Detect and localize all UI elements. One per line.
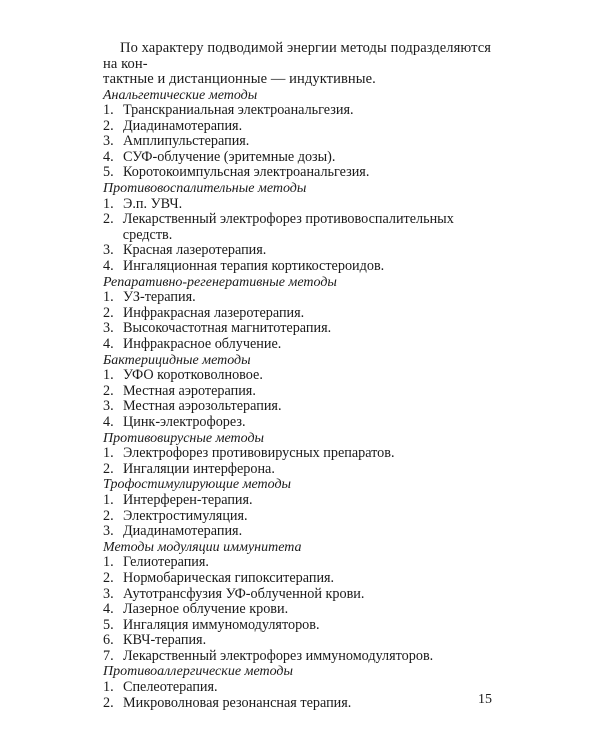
list-item <box>103 493 503 509</box>
list-item-text: Инфракрасное облучение. <box>123 336 282 352</box>
intro-paragraph <box>103 41 503 88</box>
list-item-text: УЗ-терапия. <box>123 289 196 306</box>
list-item-number: 1. <box>103 102 114 119</box>
list-item-number: 2. <box>103 117 114 134</box>
method-section <box>103 477 503 539</box>
method-sections <box>103 88 503 712</box>
list-item <box>103 337 503 353</box>
list-item-text: Гелиотерапия. <box>123 554 209 571</box>
list-item-number: 1. <box>103 289 114 306</box>
list-item-text: Э.п. УВЧ. <box>123 195 183 212</box>
method-list <box>103 368 503 430</box>
list-item <box>103 134 503 150</box>
list-item <box>103 633 503 649</box>
list-item-number: 1. <box>103 367 114 384</box>
list-item <box>103 150 503 166</box>
list-item <box>103 243 503 259</box>
method-list <box>103 555 503 664</box>
method-section <box>103 540 503 665</box>
list-item-text: Амплипульстерапия. <box>123 133 250 150</box>
method-section <box>103 181 503 275</box>
list-item <box>103 290 503 306</box>
list-item-text: Лазерное облучение крови. <box>123 601 289 618</box>
method-list <box>103 446 503 477</box>
section-heading: Трофостимулирующие методы <box>103 477 292 493</box>
list-item-number: 1. <box>103 195 114 212</box>
method-list <box>103 197 503 275</box>
list-item-number: 3. <box>103 585 114 602</box>
list-item <box>103 680 503 696</box>
intro-line: По характеру подводимой энергии методы подразделяются на кон- <box>103 40 492 72</box>
list-item <box>103 524 503 540</box>
page-number: 15 <box>478 692 492 707</box>
list-item-number: 7. <box>103 647 114 664</box>
list-item-text: Диадинамотерапия. <box>123 523 243 540</box>
list-item-number: 4. <box>103 413 114 430</box>
list-item-number: 4. <box>103 601 114 618</box>
page-content <box>103 41 503 711</box>
list-item-number: 1. <box>103 445 114 462</box>
list-item-text: Ингаляционная терапия кортикостероидов. <box>123 258 385 275</box>
list-item-text: Коротокоимпульсная электроанальгезия. <box>123 164 370 181</box>
list-item-text: Красная лазеротерапия. <box>123 242 267 259</box>
list-item <box>103 462 503 478</box>
list-item-text: Спелеотерапия. <box>123 679 218 696</box>
list-item-text: Местная аэрозольтерапия. <box>123 398 282 415</box>
list-item-number: 1. <box>103 679 114 696</box>
list-item-text: Цинк-электрофорез. <box>123 413 246 430</box>
list-item-number: 2. <box>103 382 114 399</box>
list-item-text: Местная аэротерапия. <box>123 382 256 399</box>
method-section <box>103 664 503 711</box>
list-item <box>103 321 503 337</box>
list-item <box>103 649 503 665</box>
list-item-number: 2. <box>103 211 114 228</box>
list-item-number: 4. <box>103 148 114 165</box>
list-item <box>103 509 503 525</box>
section-heading: Бактерицидные методы <box>103 352 251 368</box>
list-item-text: Нормобарическая гипокситерапия. <box>123 569 335 586</box>
list-item-number: 2. <box>103 460 114 477</box>
list-item-number: 2. <box>103 694 114 711</box>
list-item <box>103 259 503 275</box>
list-item <box>103 119 503 135</box>
method-section <box>103 353 503 431</box>
method-list <box>103 493 503 540</box>
list-item-text: Лекарственный электрофорез противовоспалительных средств. <box>122 211 454 243</box>
list-item <box>103 212 503 243</box>
list-item <box>103 587 503 603</box>
list-item-number: 2. <box>103 507 114 524</box>
list-item-number: 5. <box>103 164 114 181</box>
section-heading: Методы модуляции иммунитета <box>103 539 302 555</box>
section-heading: Противовирусные методы <box>103 430 265 446</box>
list-item <box>103 696 503 712</box>
list-item-text: Ингаляция иммуномодуляторов. <box>123 616 320 633</box>
list-item <box>103 555 503 571</box>
list-item-number: 6. <box>103 632 114 649</box>
list-item-text: Электростимуляция. <box>123 507 248 524</box>
method-section <box>103 275 503 353</box>
list-item-text: Электрофорез противовирусных препаратов. <box>123 445 395 462</box>
list-item-number: 2. <box>103 304 114 321</box>
section-heading: Противоаллергические методы <box>103 664 293 680</box>
method-list <box>103 680 503 711</box>
list-item-text: Транскраниальная электроанальгезия. <box>123 102 354 119</box>
list-item <box>103 602 503 618</box>
list-item <box>103 446 503 462</box>
list-item-text: СУФ-облучение (эритемные дозы). <box>123 148 336 165</box>
intro-line: тактные и дистанционные — индуктивные. <box>103 71 376 87</box>
list-item-number: 4. <box>103 258 114 275</box>
list-item <box>103 368 503 384</box>
list-item <box>103 415 503 431</box>
list-item-text: Интерферен-терапия. <box>123 491 253 508</box>
list-item-number: 3. <box>103 133 114 150</box>
list-item-number: 3. <box>103 242 114 259</box>
list-item-text: Аутотрансфузия УФ-облученной крови. <box>123 585 365 602</box>
list-item-text: Инфракрасная лазеротерапия. <box>123 304 305 321</box>
list-item-text: Диадинамотерапия. <box>123 117 243 134</box>
list-item <box>103 399 503 415</box>
section-heading: Противовоспалительные методы <box>103 181 307 197</box>
method-list <box>103 103 503 181</box>
list-item-text: Высокочастотная магнитотерапия. <box>123 320 332 337</box>
list-item-number: 4. <box>103 336 114 352</box>
list-item <box>103 103 503 119</box>
list-item <box>103 197 503 213</box>
list-item-text: Лекарственный электрофорез иммуномодуляторов. <box>123 647 434 664</box>
section-heading: Репаративно-регенеративные методы <box>103 274 337 290</box>
list-item-number: 2. <box>103 569 114 586</box>
section-heading: Анальгетические методы <box>103 87 258 103</box>
list-item <box>103 306 503 322</box>
list-item <box>103 571 503 587</box>
list-item-number: 5. <box>103 616 114 633</box>
list-item-text: Ингаляции интерферона. <box>123 460 275 477</box>
list-item-number: 3. <box>103 398 114 415</box>
list-item <box>103 165 503 181</box>
method-section <box>103 431 503 478</box>
list-item-text: УФО коротковолновое. <box>123 367 263 384</box>
list-item-text: КВЧ-терапия. <box>123 632 207 649</box>
list-item-number: 1. <box>103 554 114 571</box>
list-item-number: 1. <box>103 491 114 508</box>
method-section <box>103 88 503 182</box>
method-list <box>103 290 503 352</box>
list-item <box>103 384 503 400</box>
list-item-number: 3. <box>103 523 114 540</box>
list-item-text: Микроволновая резонансная терапия. <box>123 694 352 711</box>
list-item <box>103 618 503 634</box>
list-item-number: 3. <box>103 320 114 337</box>
